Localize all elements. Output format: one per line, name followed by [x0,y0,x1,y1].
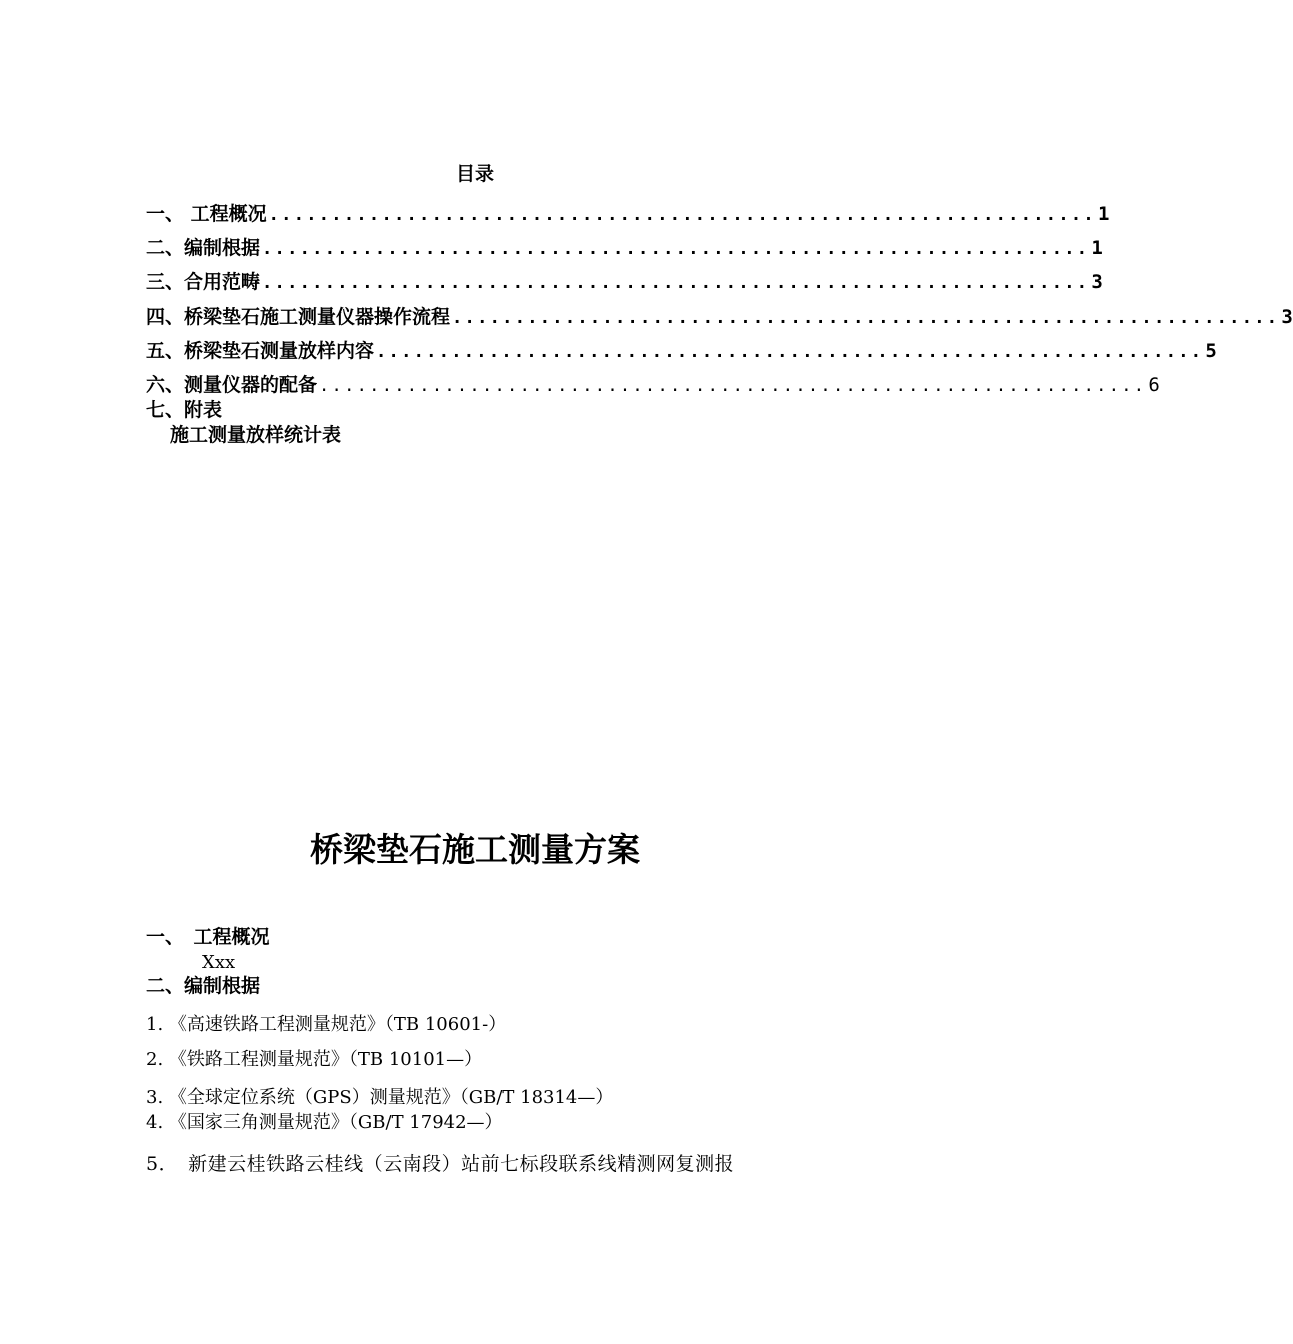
toc-page-number: 5 [1205,340,1217,362]
toc-page-number: 6 [1148,374,1160,396]
toc-entry-label: 三、合用范畴 [146,271,261,293]
toc-entry-label: 四、桥梁垫石施工测量仪器操作流程 [146,306,451,328]
reference-item: 1. 《高速铁路工程测量规范》（TB 10601-） [146,1014,507,1035]
document-title: 桥梁垫石施工测量方案 [310,830,640,869]
section-heading-basis: 二、编制根据 [146,975,261,997]
toc-leader-dots: .................................................................. [376,342,1204,362]
reference-item: 3. 《全球定位系统（GPS）测量规范》（GB/T 18314—） [146,1087,614,1108]
toc-entry[interactable] [146,269,1103,295]
toc-leader-dots: .................................................................. [262,273,1090,293]
reference-item: 2. 《铁路工程测量规范》（TB 10101—） [146,1049,483,1070]
toc-entry[interactable] [146,338,1217,364]
toc-leader-dots: .................................................................. [268,205,1096,225]
toc-appendix-heading: 七、附表 [146,399,223,421]
section-body-overview: Xxx [202,952,236,973]
reference-item: 5． 新建云桂铁路云桂线（云南段）站前七标段联系线精测网复测报 [146,1153,735,1175]
reference-item: 4. 《国家三角测量规范》（GB/T 17942—） [146,1112,503,1133]
toc-leader-dots: .................................................................. [452,308,1280,328]
section-heading-overview: 一、 工程概况 [146,926,270,948]
toc-title: 目录 [455,163,494,185]
toc-entry-label: 六、测量仪器的配备 [146,374,318,396]
toc-entry[interactable] [146,372,1160,398]
toc-entry[interactable] [146,235,1103,261]
toc-page-number: 1 [1097,203,1110,225]
toc-entry-label: 一、 工程概况 [146,203,267,225]
toc-page-number: 1 [1091,237,1103,259]
toc-appendix-item: 施工测量放样统计表 [170,424,342,446]
toc-entry[interactable] [146,304,1293,330]
toc-leader-dots: .................................................................. [319,376,1147,396]
toc-entry-label: 五、桥梁垫石测量放样内容 [146,340,375,362]
toc-page-number: 3 [1281,306,1293,328]
toc-page-number: 3 [1091,271,1103,293]
toc-entry-label: 二、编制根据 [146,237,261,259]
toc-entry[interactable] [146,201,1110,227]
toc-leader-dots: .................................................................. [262,239,1090,259]
